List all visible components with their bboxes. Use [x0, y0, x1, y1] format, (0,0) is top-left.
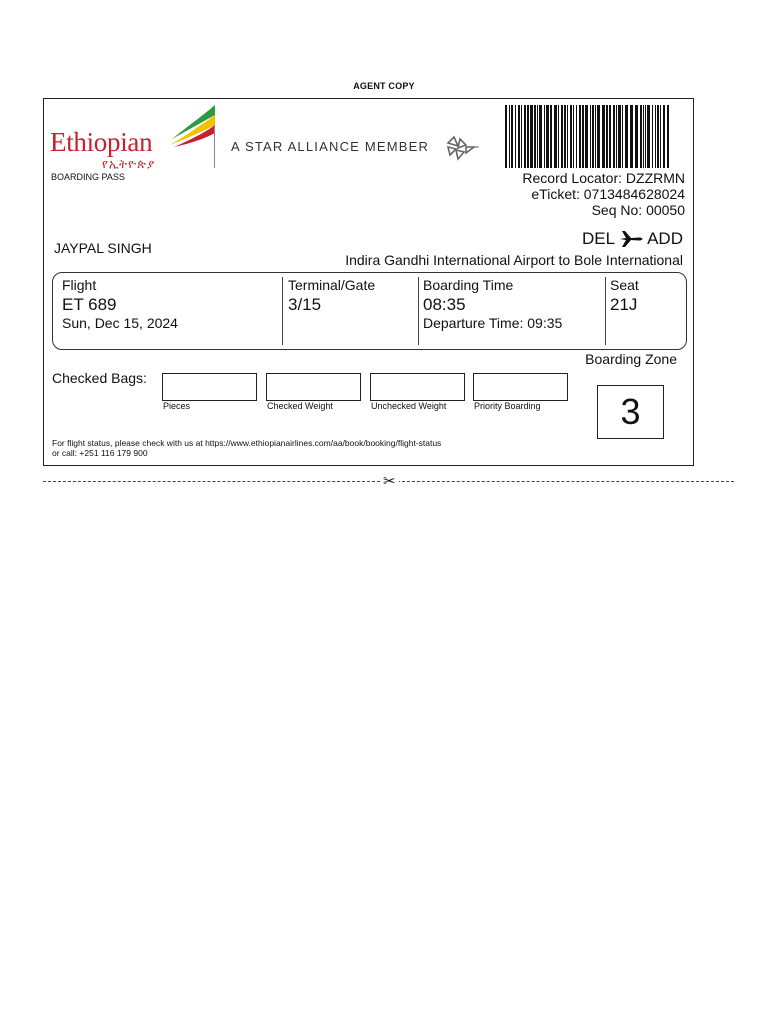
barcode-bar	[518, 105, 520, 168]
star-alliance-text: A STAR ALLIANCE MEMBER	[231, 139, 430, 154]
barcode-bar	[645, 105, 646, 168]
boarding-column	[423, 273, 603, 349]
destination-code: ADD	[647, 229, 683, 248]
barcode-bar	[582, 105, 584, 168]
barcode-bar	[625, 105, 628, 168]
column-divider	[282, 277, 283, 345]
boarding-zone-label: Boarding Zone	[585, 351, 677, 367]
departure-time: Departure Time: 09:35	[423, 315, 563, 331]
barcode-bar	[544, 105, 545, 168]
barcode-bar	[515, 105, 516, 168]
barcode-bar	[537, 105, 538, 168]
barcode-bar	[622, 105, 623, 168]
star-alliance-icon	[444, 135, 480, 161]
origin-code: DEL	[582, 229, 616, 248]
barcode-bar	[618, 105, 621, 168]
barcode-bar	[655, 105, 656, 168]
terminal-gate-value: 3/15	[288, 295, 322, 314]
priority-boarding-caption: Priority Boarding	[474, 401, 541, 411]
barcode-bar	[524, 105, 526, 168]
barcode-bar	[567, 105, 568, 168]
record-locator: Record Locator: DZZRMN	[522, 170, 685, 186]
barcode-bar	[592, 105, 594, 168]
barcode-bar	[595, 105, 596, 168]
barcode-bar	[550, 105, 552, 168]
flight-status-note	[52, 438, 441, 458]
unchecked-weight-box	[370, 373, 465, 401]
barcode-bar	[616, 105, 617, 168]
seat-value: 21J	[610, 295, 638, 314]
terminal-label: Terminal/Gate	[288, 277, 376, 293]
flight-column	[62, 273, 282, 349]
eticket-number: eTicket: 0713484628024	[531, 186, 685, 202]
sequence-number: Seq No: 00050	[591, 202, 685, 218]
barcode-bar	[527, 105, 529, 168]
barcode-bar	[635, 105, 638, 168]
logo-divider	[214, 126, 215, 168]
barcode-bar	[539, 105, 542, 168]
pieces-box	[162, 373, 257, 401]
barcode-bar	[660, 105, 661, 168]
checked-bags-label: Checked Bags:	[52, 370, 147, 386]
boarding-time-label: Boarding Time	[423, 277, 514, 293]
column-divider	[418, 277, 419, 345]
logo-amharic-wordmark: የኢትዮጵያ	[102, 157, 156, 171]
barcode-bar	[630, 105, 633, 168]
barcode-bar	[576, 105, 577, 168]
pieces-caption: Pieces	[163, 401, 191, 411]
barcode-bar	[652, 105, 653, 168]
barcode-bar	[647, 105, 650, 168]
seat-column	[610, 273, 680, 349]
column-divider	[605, 277, 606, 345]
barcode-bar	[570, 105, 572, 168]
terminal-column	[288, 273, 413, 349]
barcode-bar	[585, 105, 588, 168]
barcode-bar	[564, 105, 566, 168]
barcode-bar	[573, 105, 574, 168]
barcode-bar	[558, 105, 559, 168]
barcode-bar	[561, 105, 563, 168]
barcode-bar	[602, 105, 605, 168]
boarding-pass-card	[43, 98, 694, 466]
ethiopian-wings-icon	[168, 105, 218, 149]
boarding-zone-value: 3	[597, 385, 664, 439]
barcode-bar	[667, 105, 669, 168]
airplane-icon	[619, 229, 643, 249]
barcode-bar	[597, 105, 600, 168]
boarding-time-value: 08:35	[423, 295, 466, 314]
route	[582, 229, 683, 249]
flight-number: ET 689	[62, 295, 117, 314]
barcode-bar	[511, 105, 513, 168]
passenger-name: JAYPAL SINGH	[54, 240, 152, 256]
boarding-pass-label: BOARDING PASS	[51, 172, 125, 182]
barcode-bar	[613, 105, 615, 168]
booking-info	[522, 170, 685, 218]
seat-label: Seat	[610, 277, 639, 293]
scissors-icon: ✂	[380, 472, 399, 490]
barcode-bar	[640, 105, 642, 168]
flight-status-phone-text: or call: +251 116 179 900	[52, 448, 148, 458]
barcode-bar	[509, 105, 510, 168]
flight-label: Flight	[62, 277, 97, 293]
barcode-bar	[657, 105, 659, 168]
logo-wordmark: Ethiopian	[50, 127, 153, 157]
barcode-bar	[546, 105, 549, 168]
barcode-bar	[579, 105, 581, 168]
barcode	[505, 105, 670, 168]
flight-status-url-text: For flight status, please check with us at https://www.ethiopianairlines.com/aa/book/booking/flight-status	[52, 438, 442, 448]
barcode-bar	[663, 105, 665, 168]
barcode-bar	[590, 105, 591, 168]
priority-boarding-box	[473, 373, 568, 401]
ethiopian-logo	[50, 105, 218, 171]
checked-weight-box	[266, 373, 361, 401]
barcode-bar	[554, 105, 557, 168]
barcode-bar	[643, 105, 644, 168]
barcode-bar	[521, 105, 522, 168]
flight-info-box	[52, 272, 687, 350]
barcode-bar	[530, 105, 533, 168]
flight-date: Sun, Dec 15, 2024	[62, 315, 178, 331]
barcode-bar	[606, 105, 608, 168]
barcode-bar	[505, 105, 507, 168]
barcode-bar	[609, 105, 611, 168]
barcode-bar	[534, 105, 536, 168]
airports-text: Indira Gandhi International Airport to Bole International	[345, 252, 683, 268]
checked-weight-caption: Checked Weight	[267, 401, 333, 411]
agent-copy-label: AGENT COPY	[353, 81, 415, 91]
unchecked-weight-caption: Unchecked Weight	[371, 401, 447, 411]
